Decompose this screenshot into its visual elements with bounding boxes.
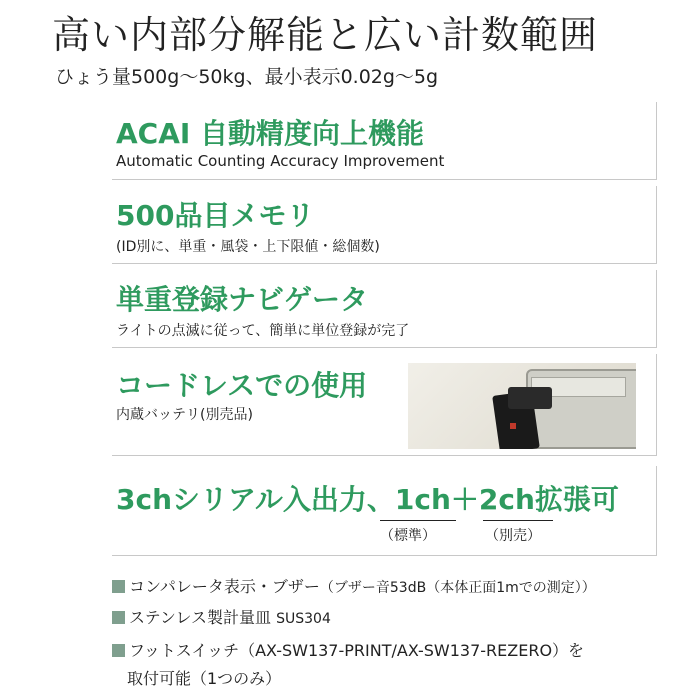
bullet-square-icon	[112, 644, 125, 657]
bullet-item	[112, 574, 596, 597]
standard-annotation: （標準）	[380, 528, 436, 544]
bullet-square-icon	[112, 580, 125, 593]
feature-title: 単重登録ナビゲータ	[116, 283, 369, 316]
bullet-note: SUS304	[276, 611, 331, 627]
annotation-underline	[380, 520, 456, 521]
bullet-item	[112, 605, 331, 628]
feature-panel-navigator	[112, 270, 657, 348]
bullet-note: （ブザー音53dB（本体正面1mでの測定））	[319, 580, 596, 596]
feature-title: 3chシリアル入出力、1ch＋2ch拡張可	[116, 483, 619, 516]
annotation-underline	[483, 520, 553, 521]
battery-connector-image	[508, 387, 552, 409]
feature-subtitle: Automatic Counting Accuracy Improvement	[116, 152, 445, 170]
feature-subtitle: 内蔵バッテリ(別売品)	[116, 407, 253, 423]
feature-panel-acai	[112, 102, 657, 180]
bullet-text: フットスイッチ（AX-SW137-PRINT/AX-SW137-REZERO）を	[129, 641, 585, 660]
bullet-item	[112, 638, 584, 661]
feature-panel-memory	[112, 186, 657, 264]
capacity-summary: ひょう量500g〜50kg、最小表示0.02g〜5g	[55, 66, 439, 88]
optional-annotation: （別売）	[485, 528, 541, 544]
feature-subtitle: (ID別に、単重・風袋・上下限値・総個数)	[116, 239, 380, 255]
feature-title: コードレスでの使用	[116, 369, 368, 402]
feature-title: ACAI 自動精度向上機能	[116, 117, 425, 150]
bullet-square-icon	[112, 611, 125, 624]
battery-photo	[408, 363, 636, 449]
bullet-continuation: 取付可能（1つのみ）	[127, 669, 282, 688]
bullet-text: ステンレス製計量皿	[129, 608, 272, 627]
feature-subtitle: ライトの点滅に従って、簡単に単位登録が完了	[116, 323, 410, 339]
bullet-text: コンパレータ表示・ブザー	[129, 577, 320, 596]
page-title: 高い内部分解能と広い計数範囲	[52, 13, 599, 57]
battery-indicator-image	[510, 423, 516, 429]
feature-title: 500品目メモリ	[116, 199, 315, 232]
